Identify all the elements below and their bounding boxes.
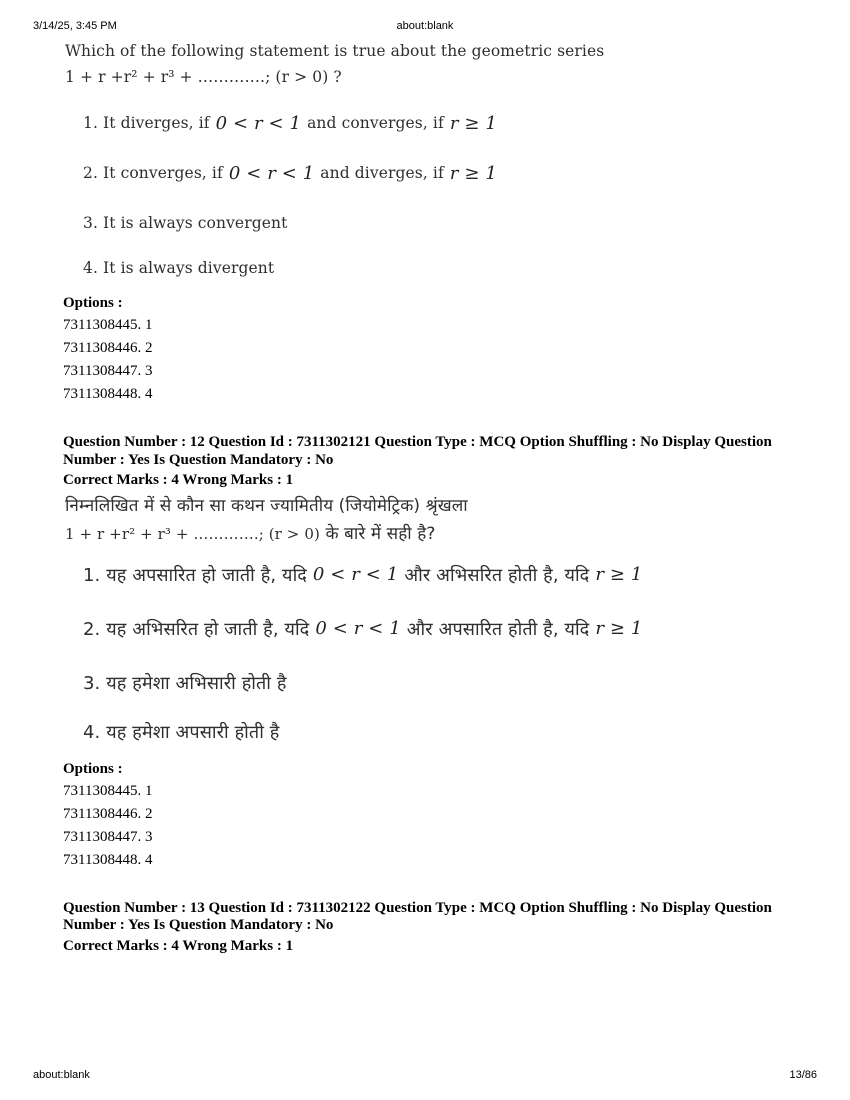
question-stem-line1: Which of the following statement is true about the geometric series — [65, 42, 605, 60]
question-13-marks: Correct Marks : 4 Wrong Marks : 1 — [63, 937, 294, 954]
option-text-mid: और अपसारित होती है, यदि — [406, 618, 590, 640]
option-id-row: 7311308448. 4 — [63, 386, 153, 402]
options-label: Options : — [63, 760, 123, 777]
option-id-row: 7311308445. 1 — [63, 782, 153, 799]
option-id-row: 7311308446. 2 — [63, 805, 153, 822]
option-text: 4. It is always divergent — [83, 259, 275, 277]
option-condition: 0 < r < 1 — [215, 112, 302, 134]
question-stem-tail: के बारे में सही है? — [325, 523, 436, 544]
option-condition-2: r ≥ 1 — [595, 564, 643, 585]
option-text-mid: and diverges, if — [320, 164, 444, 182]
question-13-meta — [63, 900, 803, 935]
page-number: 13/86 — [789, 1069, 817, 1081]
question-option-1 — [63, 98, 803, 148]
options-label: Options : — [63, 295, 123, 311]
question-option-4 — [63, 248, 803, 288]
print-url: about:blank — [396, 20, 454, 32]
option-condition-2: r ≥ 1 — [595, 618, 643, 639]
question-option-1 — [63, 548, 803, 602]
option-id-row: 7311308448. 4 — [63, 851, 153, 868]
question-option-2 — [63, 602, 803, 656]
option-id-row: 7311308447. 3 — [63, 363, 153, 379]
question-12-hindi-image — [63, 492, 803, 754]
option-text: 1. It diverges, if — [83, 114, 210, 132]
option-condition: 0 < r < 1 — [228, 162, 315, 184]
question-meta-line2: Number : Yes Is Question Mandatory : No — [63, 917, 334, 933]
option-text: 2. यह अभिसरित हो जाती है, यदि — [83, 618, 310, 640]
option-text-mid: और अभिसरित होती है, यदि — [404, 564, 590, 586]
option-id-row: 7311308445. 1 — [63, 317, 153, 333]
option-text: 2. It converges, if — [83, 164, 223, 182]
option-id-row: 7311308446. 2 — [63, 340, 153, 356]
question-12-marks: Correct Marks : 4 Wrong Marks : 1 — [63, 472, 294, 488]
question-meta-line1: Question Number : 12 Question Id : 7311302121 Question Type : MCQ Option Shuffling : No Display Question — [63, 434, 772, 450]
question-option-3 — [63, 656, 803, 710]
question-option-3 — [63, 198, 803, 248]
print-footer — [0, 1069, 850, 1089]
option-condition: 0 < r < 1 — [312, 564, 399, 585]
option-text: 3. It is always convergent — [83, 214, 288, 232]
question-stem-line1: निम्नलिखित में से कौन सा कथन ज्यामितीय (जियोमेट्रिक) श्रृंखला — [65, 495, 468, 516]
question-meta-line1: Question Number : 13 Question Id : 7311302122 Question Type : MCQ Option Shuffling : No Display Question — [63, 899, 772, 916]
print-header — [0, 20, 850, 40]
question-option-2 — [63, 148, 803, 198]
question-12-meta — [63, 434, 803, 469]
option-text: 1. यह अपसारित हो जाती है, यदि — [83, 564, 307, 586]
option-text-mid: and converges, if — [307, 114, 444, 132]
question-stem-line2 — [63, 520, 803, 548]
print-datetime: 3/14/25, 3:45 PM — [33, 20, 117, 32]
question-stem-series: 1 + r +r² + r³ + ………….; (r > 0) ? — [65, 68, 342, 86]
option-condition: 0 < r < 1 — [315, 618, 401, 639]
question-stem-series: 1 + r +r² + r³ + ………….; (r > 0) — [65, 524, 320, 543]
option-condition-2: r ≥ 1 — [449, 112, 497, 134]
option-text: 4. यह हमेशा अपसारी होती है — [83, 721, 280, 743]
document-content — [63, 38, 803, 955]
footer-url: about:blank — [33, 1069, 90, 1081]
question-11-english-image — [63, 38, 803, 288]
option-id-row: 7311308447. 3 — [63, 828, 153, 845]
option-text: 3. यह हमेशा अभिसारी होती है — [83, 672, 287, 694]
question-meta-line2: Number : Yes Is Question Mandatory : No — [63, 451, 334, 468]
option-condition-2: r ≥ 1 — [449, 162, 497, 184]
question-option-4 — [63, 710, 803, 754]
